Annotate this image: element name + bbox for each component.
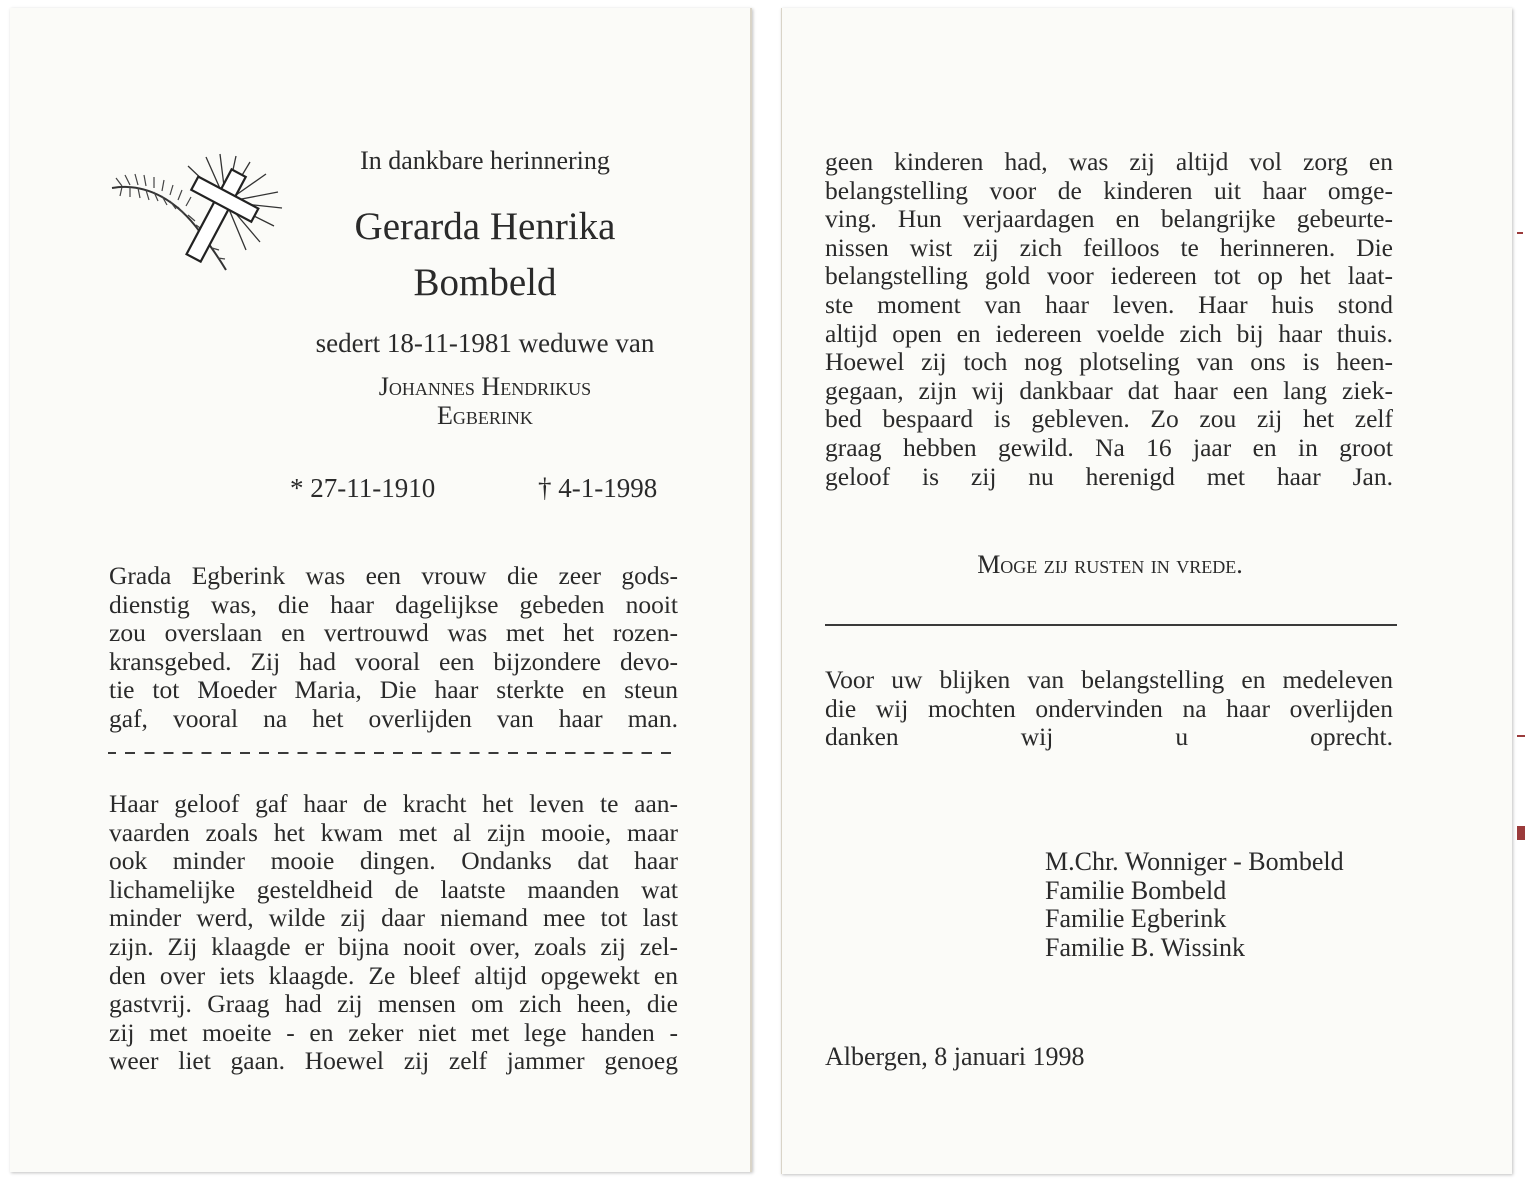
text-line: zij met moeite - en zeker niet met lege handen - — [109, 1017, 678, 1047]
paragraph-devotion — [109, 562, 678, 734]
closing-prayer: Moge zij rusten in vrede. — [977, 550, 1243, 579]
text-line: ste moment van haar leven. Haar huis stond — [825, 289, 1393, 319]
birth-date: * 27-11-1910 — [290, 473, 436, 503]
text-line: ving. Hun verjaardagen en belangrijke gebeurte- — [825, 204, 1393, 234]
text-line: lichamelijke gesteldheid de laatste maanden wat — [109, 874, 678, 904]
text-line: zou overslaan en vertrouwd was met het rozen- — [109, 618, 678, 648]
text-line: belangstelling gold voor iedereen tot op het laat- — [825, 261, 1393, 291]
text-line: weer liet gaan. Hoewel zij zelf jammer genoeg — [109, 1046, 678, 1076]
husband-first-names: Johannes Hendrikus — [378, 372, 592, 401]
text-line: Haar geloof gaf haar de kracht het leven te aan- — [109, 789, 678, 818]
text-line: geen kinderen had, was zij altijd vol zorg en — [825, 147, 1393, 176]
text-line: gaf, vooral na het overlijden van haar man. — [109, 703, 678, 733]
solid-divider — [825, 624, 1397, 626]
text-line: minder werd, wilde zij daar niemand mee tot last — [109, 903, 678, 933]
signatory: Familie Egberink — [1045, 904, 1227, 933]
text-line: ook minder mooie dingen. Ondanks dat haar — [109, 846, 678, 876]
edge-mark — [1517, 826, 1525, 840]
text-line: bed bespaard is gebleven. Zo zou zij het zelf — [825, 404, 1393, 434]
text-line: altijd open en iedereen voelde zich bij haar thuis. — [825, 318, 1393, 348]
text-line: dienstig was, die haar dagelijkse gebeden nooit — [109, 589, 678, 619]
text-line: gastvrij. Graag had zij mensen om zich heen, die — [109, 989, 678, 1019]
text-line: graag hebben gewild. Na 16 jaar en in groot — [825, 432, 1393, 462]
husband-surname: Egberink — [437, 401, 533, 430]
deceased-first-names: Gerarda Henrika — [354, 205, 616, 248]
text-line: nissen wist zij zich feilloos te herinneren. Die — [825, 232, 1393, 262]
place-date: Albergen, 8 januari 1998 — [825, 1042, 1085, 1071]
text-line: Hoewel zij toch nog plotseling van ons is heen- — [825, 347, 1393, 377]
text-line: gegaan, zijn wij dankbaar dat haar een lang ziek- — [825, 375, 1393, 405]
signatory: M.Chr. Wonniger - Bombeld — [1045, 847, 1344, 876]
deceased-surname: Bombeld — [413, 261, 557, 304]
text-line: geloof is zij nu herenigd met haar Jan. — [825, 461, 1393, 491]
text-line: belangstelling voor de kinderen uit haar omge- — [825, 175, 1393, 205]
text-line: Grada Egberink was een vrouw die zeer gods- — [109, 561, 678, 590]
death-date: † 4-1-1998 — [538, 473, 658, 503]
text-line: den over iets klaagde. Ze bleef altijd opgewekt en — [109, 960, 678, 990]
paragraph-faith — [109, 790, 678, 1076]
text-line: Voor uw blijken van belangstelling en medeleven — [825, 665, 1393, 694]
signatory: Familie Bombeld — [1045, 875, 1227, 905]
dashed-divider — [108, 752, 680, 754]
text-line: danken wij u oprecht. — [825, 722, 1393, 752]
text-line: zijn. Zij klaagde er bijna nooit over, zoals zij zel- — [109, 931, 678, 961]
text-line: die wij mochten ondervinden na haar overlijden — [825, 693, 1393, 723]
widow-line: sedert 18-11-1981 weduwe van — [315, 328, 655, 358]
text-line: tie tot Moeder Maria, Die haar sterkte en steun — [109, 675, 678, 705]
signatories — [1045, 848, 1344, 962]
text-line: vaarden zoals het kwam met al zijn mooie, maar — [109, 817, 678, 847]
paragraph-care — [825, 148, 1393, 491]
signatory: Familie B. Wissink — [1045, 932, 1245, 962]
paragraph-thanks — [825, 666, 1393, 752]
edge-mark — [1517, 232, 1523, 234]
text-line: kransgebed. Zij had vooral een bijzondere devo- — [109, 646, 678, 676]
heading: In dankbare herinnering — [360, 146, 610, 175]
edge-mark — [1517, 735, 1525, 737]
